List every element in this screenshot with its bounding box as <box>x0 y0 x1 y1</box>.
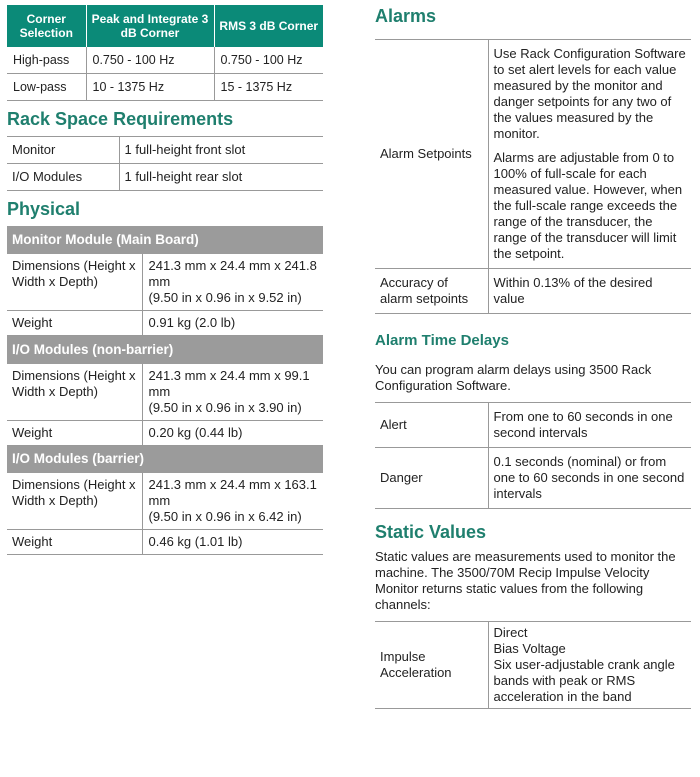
group-band <box>7 336 323 364</box>
table-cell: 1 full-height rear slot <box>119 164 323 191</box>
dimensions-value <box>142 364 323 421</box>
dimensions-imperial: (9.50 in x 0.96 in x 6.42 in) <box>148 509 302 524</box>
channel-values <box>488 622 691 709</box>
table-row <box>375 269 691 314</box>
group-band <box>7 445 323 473</box>
col-header: Peak and Integrate 3 dB Corner <box>86 5 214 47</box>
rack-space-heading: Rack Space Requirements <box>7 109 234 129</box>
table-cell: Low-pass <box>7 74 86 101</box>
table-row <box>7 137 323 164</box>
group-band <box>7 226 323 254</box>
table-cell: I/O Modules <box>7 164 119 191</box>
danger-label: Danger <box>375 448 488 509</box>
table-cell: Monitor <box>7 137 119 164</box>
accuracy-label: Accuracy of alarm setpoints <box>375 269 488 314</box>
dimensions-imperial: (9.50 in x 0.96 in x 3.90 in) <box>148 399 302 415</box>
table-cell: 1 full-height front slot <box>119 137 323 164</box>
table-row <box>7 473 323 530</box>
table-cell: 10 - 1375 Hz <box>86 74 214 101</box>
list-item: Bias Voltage <box>493 641 566 656</box>
list-item: Six user-adjustable crank angle bands with peak or RMS acceleration in the band <box>493 657 675 704</box>
group-title: Monitor Module (Main Board) <box>7 226 323 254</box>
alarms-heading: Alarms <box>375 6 437 26</box>
table-row <box>375 622 691 709</box>
dimensions-label: Dimensions (Height x Width x Depth) <box>7 254 142 311</box>
col-header: Corner Selection <box>7 5 86 47</box>
alarm-delays-intro: You can program alarm delays using 3500 Rack Configuration Software. <box>375 362 652 393</box>
weight-label: Weight <box>7 311 142 336</box>
table-row <box>7 311 323 336</box>
group-title: I/O Modules (non-barrier) <box>7 336 323 364</box>
weight-label: Weight <box>7 420 142 445</box>
dimensions-metric: 241.3 mm x 24.4 mm x 99.1 mm <box>148 367 310 399</box>
alarms-table <box>375 39 691 314</box>
alarm-delays-table <box>375 402 691 509</box>
col-header: RMS 3 dB Corner <box>214 5 323 47</box>
setpoints-label: Alarm Setpoints <box>375 40 488 269</box>
weight-value: 0.91 kg (2.0 lb) <box>142 311 323 336</box>
static-values-intro: Static values are measurements used to monitor the machine. The 3500/70M Recip Impulse Velocity Monitor returns static values from the following channels: <box>375 549 676 612</box>
physical-heading: Physical <box>7 199 81 219</box>
physical-table <box>7 226 323 555</box>
table-cell: 0.750 - 100 Hz <box>214 47 323 74</box>
table-row <box>7 420 323 445</box>
table-cell: 15 - 1375 Hz <box>214 74 323 101</box>
channel-label: Impulse Acceleration <box>375 622 488 709</box>
setpoints-value <box>488 40 691 269</box>
table-row <box>375 40 691 269</box>
dimensions-label: Dimensions (Height x Width x Depth) <box>7 364 142 421</box>
danger-value: 0.1 seconds (nominal) or from one to 60 seconds in one second intervals <box>488 448 691 509</box>
alert-value: From one to 60 seconds in one second intervals <box>488 403 691 448</box>
setpoints-paragraph: Use Rack Configuration Software to set alert levels for each value measured by the monitor and danger setpoints for any two of the values measured by the monitor. <box>493 46 686 141</box>
accuracy-value: Within 0.13% of the desired value <box>488 269 691 314</box>
list-item: Direct <box>493 625 528 640</box>
dimensions-imperial: (9.50 in x 0.96 in x 9.52 in) <box>148 290 302 305</box>
dimensions-metric: 241.3 mm x 24.4 mm x 241.8 mm <box>148 258 317 289</box>
table-cell: High-pass <box>7 47 86 74</box>
dimensions-metric: 241.3 mm x 24.4 mm x 163.1 mm <box>148 477 317 508</box>
right-column <box>375 5 691 709</box>
table-row <box>7 364 323 421</box>
dimensions-value <box>142 254 323 311</box>
weight-value: 0.46 kg (1.01 lb) <box>142 530 323 555</box>
table-header-row <box>7 5 323 47</box>
weight-value: 0.20 kg (0.44 lb) <box>142 420 323 445</box>
static-values-heading: Static Values <box>375 522 487 542</box>
alarm-delays-heading: Alarm Time Delays <box>375 332 509 349</box>
static-values-table <box>375 621 691 709</box>
table-row <box>7 254 323 311</box>
weight-label: Weight <box>7 530 142 555</box>
left-column <box>7 5 323 555</box>
alert-label: Alert <box>375 403 488 448</box>
group-title: I/O Modules (barrier) <box>7 445 323 473</box>
table-row <box>375 403 691 448</box>
dimensions-label: Dimensions (Height x Width x Depth) <box>7 473 142 530</box>
table-row <box>7 74 323 101</box>
table-row <box>7 530 323 555</box>
dimensions-value <box>142 473 323 530</box>
table-row <box>7 47 323 74</box>
rack-space-table <box>7 136 323 191</box>
table-row <box>375 448 691 509</box>
table-cell: 0.750 - 100 Hz <box>86 47 214 74</box>
setpoints-paragraph: Alarms are adjustable from 0 to 100% of full-scale for each measured value. However, when the full-scale range exceeds the range of the transducer, the range of the transducer will limit the setpoint. <box>493 150 683 261</box>
corner-frequency-table <box>7 5 323 101</box>
table-row <box>7 164 323 191</box>
